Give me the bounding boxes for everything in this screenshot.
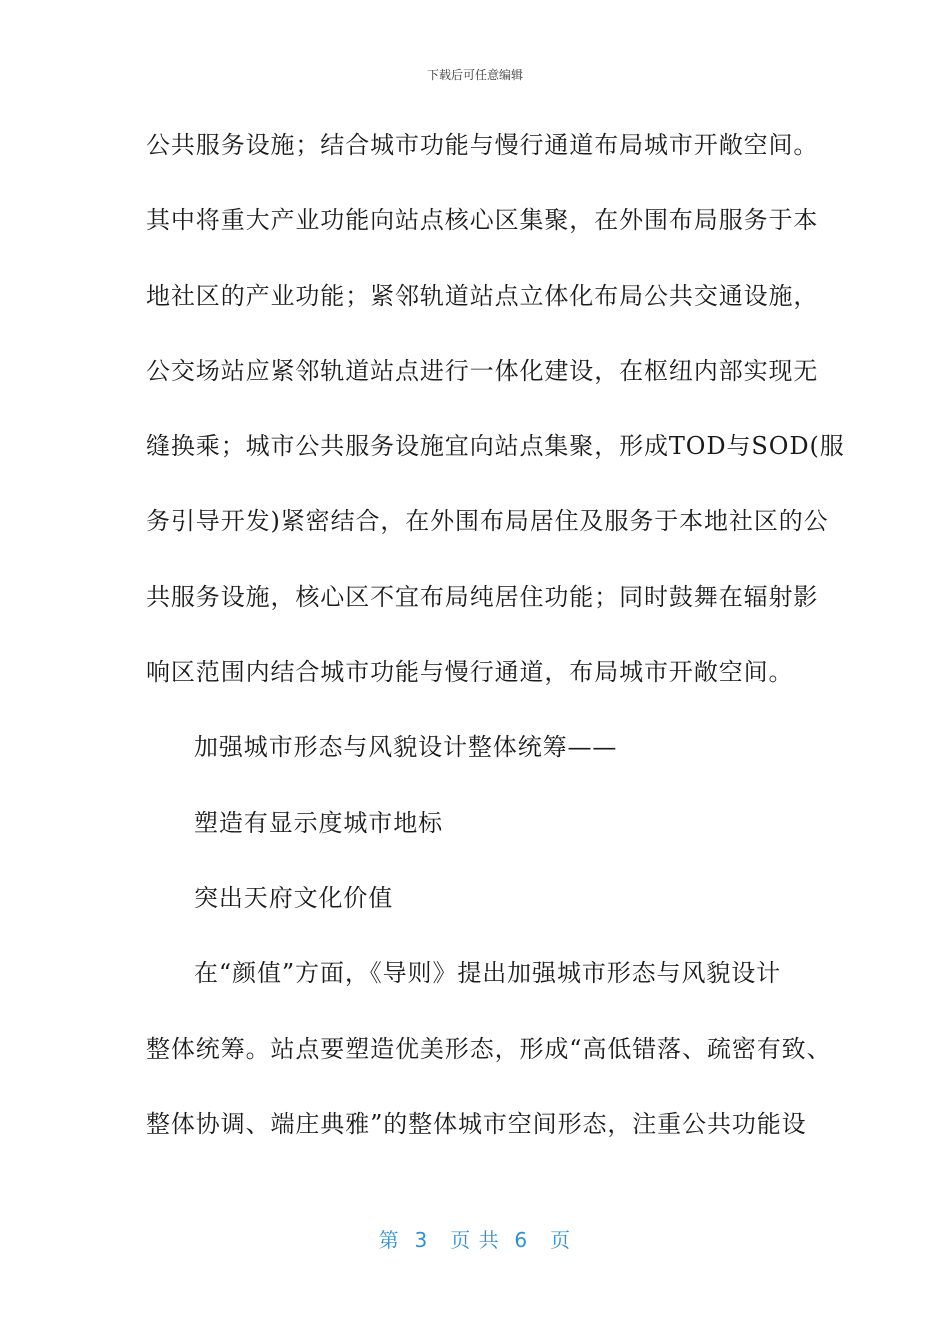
section-heading-line: 突出天府文化价值 <box>194 883 394 912</box>
paragraph-line: 响区范围内结合城市功能与慢行通道，布局城市开敞空间。 <box>146 658 794 687</box>
paragraph-line: 公交场站应紧邻轨道站点进行一体化建设，在枢纽内部实现无 <box>146 356 819 385</box>
section-heading-line: 加强城市形态与风貌设计整体统筹—— <box>194 733 618 762</box>
paragraph-line: 缝换乘；城市公共服务设施宜向站点集聚，形成TOD与SOD(服 <box>146 432 845 461</box>
paragraph-line: 其中将重大产业功能向站点核心区集聚，在外围布局服务于本 <box>146 206 819 235</box>
paragraph-line: 整体协调、端庄典雅”的整体城市空间形态，注重公共功能设 <box>146 1109 807 1138</box>
page-header: 下载后可任意编辑 <box>426 68 523 82</box>
paragraph-line: 地社区的产业功能；紧邻轨道站点立体化布局公共交通设施， <box>146 281 819 310</box>
paragraph-line: 共服务设施，核心区不宜布局纯居住功能；同时鼓舞在辐射影 <box>146 582 819 611</box>
paragraph-line: 公共服务设施；结合城市功能与慢行通道布局城市开敞空间。 <box>146 131 819 159</box>
paragraph-line: 务引导开发)紧密结合，在外围布局居住及服务于本地社区的公 <box>146 507 829 536</box>
paragraph-line: 整体统筹。站点要塑造优美形态，形成“高低错落、疏密有致、 <box>146 1034 832 1063</box>
document-body <box>146 124 845 1178</box>
section-heading-line: 塑造有显示度城市地标 <box>194 808 443 837</box>
paragraph-line: 在“颜值”方面，《导则》提出加强城市形态与风貌设计 <box>194 959 782 988</box>
page-number-footer: 第 3 页 共 6 页 <box>378 1228 572 1252</box>
